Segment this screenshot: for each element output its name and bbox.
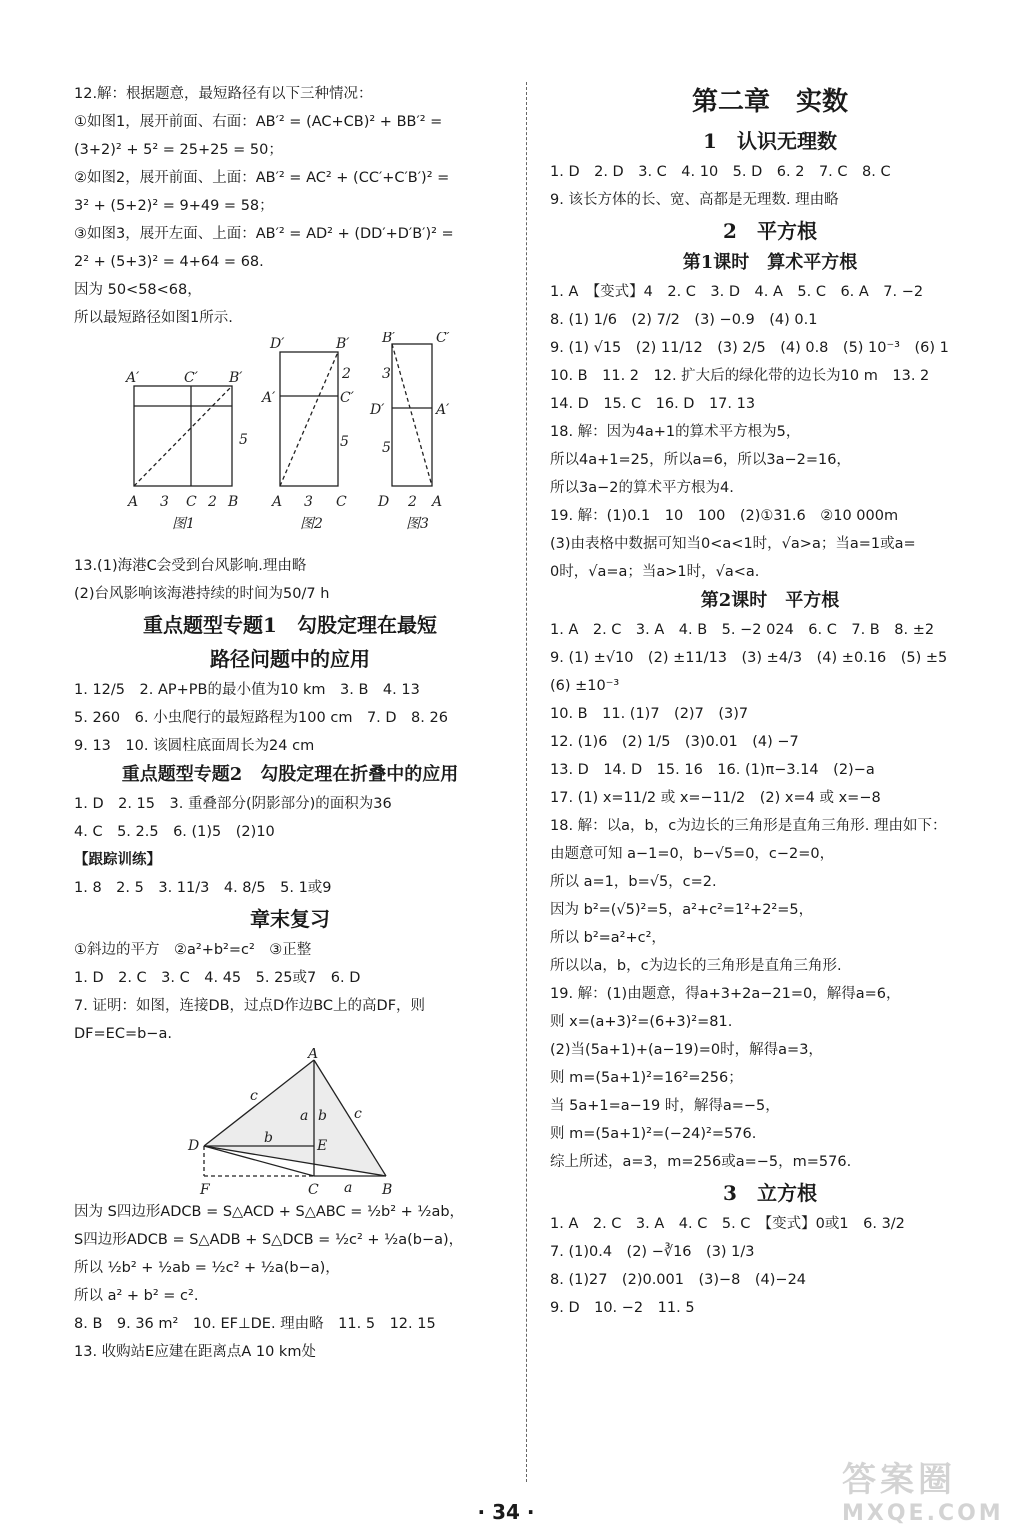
fig-label: 3 (382, 366, 391, 382)
section2-title: 2 平方根 (723, 219, 817, 243)
fig-label: A′ (436, 402, 450, 418)
text-line: (3+2)² + 5² = 25+25 = 50； (74, 142, 283, 158)
section1-title: 1 认识无理数 (703, 129, 837, 153)
text-line: 则 m=(5a+1)²=(−24)²=576. (550, 1126, 757, 1142)
text-line: 1. D 2. 15 3. 重叠部分(阴影部分)的面积为36 (74, 796, 392, 812)
text-line: 4. C 5. 2.5 6. (1)5 (2)10 (74, 824, 275, 840)
fig-label: C′ (436, 332, 450, 346)
section3-title: 3 立方根 (723, 1181, 817, 1205)
fig-label: 2 (408, 494, 417, 510)
text-line: 19. 解：(1)0.1 10 100 (2)①31.6 ②10 000m (550, 508, 899, 524)
left-column (74, 80, 506, 1366)
text-line: 9. 该长方体的长、宽、高都是无理数. 理由略 (550, 192, 839, 208)
text-line: 5. 260 6. 小虫爬行的最短路程为100 cm 7. D 8. 26 (74, 710, 448, 726)
fig3-caption: 图3 (406, 516, 429, 532)
tri-label: c (250, 1088, 258, 1104)
text-line: 则 x=(a+3)²=(6+3)²=81. (550, 1014, 733, 1030)
text-line: 10. B 11. (1)7 (2)7 (3)7 (550, 706, 749, 722)
text-line: (3)由表格中数据可知当0<a<1时，√a>a；当a=1或a= (550, 536, 916, 552)
fig-label: A′ (262, 390, 276, 406)
fig-label: 3 (160, 494, 169, 510)
tri-label: a (300, 1108, 309, 1124)
text-line: 3² + (5+2)² = 9+49 = 58； (74, 198, 274, 214)
text-line: 所以以a，b，c为边长的三角形是直角三角形. (550, 958, 842, 974)
text-line: 1. 8 2. 5 3. 11/3 4. 8/5 5. 1或9 (74, 880, 332, 896)
page-number: · 34 · (477, 1500, 535, 1524)
text-line: 由题意可知 a−1=0，b−√5=0，c−2=0， (550, 846, 835, 862)
text-line: 因为 S四边形ADCB = S△ACD + S△ABC = ½b² + ½ab， (74, 1204, 465, 1220)
fig-label: D′ (270, 336, 285, 352)
text-line: 所以 a² + b² = c². (74, 1288, 199, 1304)
text-line: 1. D 2. C 3. C 4. 45 5. 25或7 6. D (74, 970, 361, 986)
text-line: 8. (1) 1/6 (2) 7/2 (3) −0.9 (4) 0.1 (550, 312, 818, 328)
text-line: 9. 13 10. 该圆柱底面周长为24 cm (74, 738, 315, 754)
watermark-url: MXQE.COM (842, 1501, 1004, 1526)
text-line: ③如图3，展开左面、上面：AB′² = AD² + (DD′+D′B′)² = (74, 226, 454, 242)
review-answers (74, 936, 506, 1048)
text-line: 8. (1)27 (2)0.001 (3)−8 (4)−24 (550, 1272, 807, 1288)
fig-label: C′ (184, 370, 198, 386)
topic2-answers (74, 790, 506, 902)
text-line: 18. 解：因为4a+1的算术平方根为5， (550, 424, 801, 440)
text-line: 1. A 【变式】4 2. C 3. D 4. A 5. C 6. A 7. −2 (550, 284, 924, 300)
text-line: 19. 解：(1)由题意，得a+3+2a−21=0，解得a=6， (550, 986, 901, 1002)
triangle-figure (74, 1048, 506, 1198)
tri-label: A (308, 1048, 319, 1062)
tri-label: D (188, 1138, 200, 1154)
text-line: 所以4a+1=25，所以a=6，所以3a−2=16， (550, 452, 851, 468)
right-column (550, 80, 990, 1322)
fig-label: A′ (126, 370, 140, 386)
text-line: 18. 解：以a，b，c为边长的三角形是直角三角形. 理由如下： (550, 818, 947, 834)
text-line: DF=EC=b−a. (74, 1026, 172, 1042)
text-line: 1. A 2. C 3. A 4. B 5. −2 024 6. C 7. B 8. ±2 (550, 622, 935, 638)
fig-label: 2 (342, 366, 351, 382)
text-line: 17. (1) x=11/2 或 x=−11/2 (2) x=4 或 x=−8 (550, 790, 881, 806)
topic1-title: 重点题型专题1 勾股定理在最短 (143, 613, 437, 637)
tri-label: E (317, 1138, 328, 1154)
text-line: 10. B 11. 2 12. 扩大后的绿化带的边长为10 m 13. 2 (550, 368, 930, 384)
text-line: 则 m=(5a+1)²=16²=256； (550, 1070, 743, 1086)
tri-label: c (354, 1106, 362, 1122)
text-line: 综上所述，a=3，m=256或a=−5，m=576. (550, 1154, 852, 1170)
text-line: 13. 收购站E应建在距离点A 10 km处 (74, 1344, 316, 1360)
text-line: ①斜边的平方 ②a²+b²=c² ③正整 (74, 942, 312, 958)
column-divider (526, 82, 527, 1482)
text-line: (2)台风影响该海港持续的时间为50/7 h (74, 586, 330, 602)
lesson1-answers (550, 278, 990, 586)
text-line: (6) ±10⁻³ (550, 678, 620, 694)
text-line: 0时，√a=a；当a>1时，√a<a. (550, 564, 760, 580)
fig-label: B (228, 494, 239, 510)
fig-label: C (186, 494, 197, 510)
text-line: 7. (1)0.4 (2) −∛16 (3) 1/3 (550, 1244, 755, 1260)
text-line: ①如图1，展开前面、右面：AB′² = (AC+CB)² + BB′² = (74, 114, 443, 130)
answer-13 (74, 552, 506, 608)
fig-label: A (432, 494, 443, 510)
tri-label: b (264, 1130, 273, 1146)
fig-label: C (336, 494, 347, 510)
topic1-answers (74, 676, 506, 760)
text-line: 7. 证明：如图，连接DB，过点D作边BC上的高DF，则 (74, 998, 426, 1014)
proof-lines (74, 1198, 506, 1366)
answer-12 (74, 80, 506, 332)
text-line: 因为 b²=(√5)²=5，a²+c²=1²+2²=5， (550, 902, 814, 918)
section3-answers (550, 1210, 990, 1322)
text-line: (2)当(5a+1)+(a−19)=0时，解得a=3， (550, 1042, 823, 1058)
fig-label: D′ (370, 402, 385, 418)
tri-label: b (318, 1108, 327, 1124)
fig-label: C′ (340, 390, 354, 406)
text-line: 13. D 14. D 15. 16 16. (1)π−3.14 (2)−a (550, 762, 875, 778)
text-line: 1. A 2. C 3. A 4. C 5. C 【变式】0或1 6. 3/2 (550, 1216, 905, 1232)
unfold-figures (74, 332, 506, 552)
text-line: 所以最短路径如图1所示. (74, 310, 233, 326)
fig-label: A (128, 494, 139, 510)
tri-label: a (344, 1180, 353, 1196)
fig-label: 3 (304, 494, 313, 510)
text-line: 9. D 10. −2 11. 5 (550, 1300, 695, 1316)
fig-label: 5 (340, 434, 349, 450)
text-line: 12. (1)6 (2) 1/5 (3)0.01 (4) −7 (550, 734, 799, 750)
text-line: 14. D 15. C 16. D 17. 13 (550, 396, 756, 412)
tri-label: F (200, 1182, 210, 1198)
fig2-caption: 图2 (300, 516, 323, 532)
fig-label: 2 (208, 494, 217, 510)
fig-label: B′ (336, 336, 350, 352)
text-line: 【跟踪训练】 (74, 852, 161, 868)
text-line: ②如图2，展开前面、上面：AB′² = AC² + (CC′+C′B′)² = (74, 170, 450, 186)
fig-label: A (272, 494, 283, 510)
text-line: 8. B 9. 36 m² 10. EF⊥DE. 理由略 11. 5 12. 15 (74, 1316, 436, 1332)
fig-label: 5 (382, 440, 391, 456)
lesson2-title: 第2课时 平方根 (700, 590, 840, 611)
text-line: 9. (1) ±√10 (2) ±11/13 (3) ±4/3 (4) ±0.16 (5) ±5 (550, 650, 948, 666)
review-title: 章末复习 (250, 907, 330, 931)
text-line: 12.解：根据题意，最短路径有以下三种情况： (74, 86, 373, 102)
watermark-logo (842, 1452, 1002, 1530)
topic2-title: 重点题型专题2 勾股定理在折叠中的应用 (121, 764, 459, 785)
text-line: 13.(1)海港C会受到台风影响.理由略 (74, 558, 307, 574)
text-line: 所以3a−2的算术平方根为4. (550, 480, 734, 496)
fig-label: 5 (239, 432, 248, 448)
fig-label: B′ (382, 332, 396, 346)
fig1-caption: 图1 (172, 516, 195, 532)
lesson1-title: 第1课时 算术平方根 (682, 252, 858, 273)
tri-label: C (308, 1182, 319, 1198)
tri-label: B (382, 1182, 393, 1198)
text-line: 当 5a+1=a−19 时，解得a=−5， (550, 1098, 780, 1114)
text-line: 所以 a=1，b=√5，c=2. (550, 874, 717, 890)
text-line: 所以 b²=a²+c²， (550, 930, 666, 946)
text-line: 因为 50<58<68， (74, 282, 202, 298)
text-line: 所以 ½b² + ½ab = ½c² + ½a(b−a)， (74, 1260, 340, 1276)
fig-label: B′ (229, 370, 243, 386)
watermark-text: 答案圈 (842, 1460, 956, 1500)
text-line: 9. (1) √15 (2) 11/12 (3) 2/5 (4) 0.8 (5) 10⁻³ (6) 1 (550, 340, 949, 356)
topic1-title-line2: 路径问题中的应用 (210, 647, 370, 671)
chapter-title: 第二章 实数 (691, 87, 848, 117)
text-line: 1. 12/5 2. AP+PB的最小值为10 km 3. B 4. 13 (74, 682, 420, 698)
lesson2-answers (550, 616, 990, 1176)
text-line: S四边形ADCB = S△ADB + S△DCB = ½c² + ½a(b−a)， (74, 1232, 464, 1248)
text-line: 2² + (5+3)² = 4+64 = 68. (74, 254, 264, 270)
fig-label: D (378, 494, 390, 510)
text-line: 1. D 2. D 3. C 4. 10 5. D 6. 2 7. C 8. C (550, 164, 891, 180)
